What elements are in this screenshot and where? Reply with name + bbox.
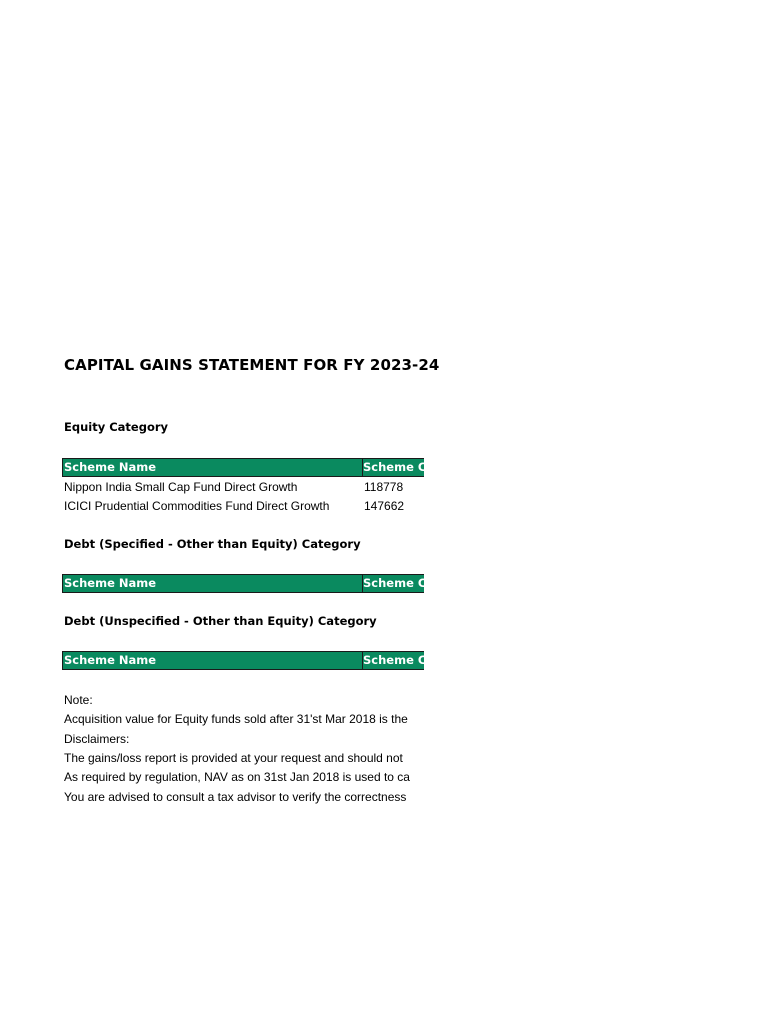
column-header-scheme-name: Scheme Name: [63, 652, 363, 669]
disclaimer-text: As required by regulation, NAV as on 31st Jan 2018 is used to ca: [64, 770, 410, 784]
table-header-equity: [62, 458, 435, 477]
column-header-scheme-name: Scheme Name: [63, 459, 363, 476]
note-label: Note:: [64, 693, 93, 707]
table-row: [62, 497, 424, 516]
scheme-code-cell: 147662: [364, 499, 405, 513]
section-heading-debt-unspecified: Debt (Unspecified - Other than Equity) Category: [64, 614, 377, 628]
disclaimer-text: The gains/loss report is provided at your request and should not: [64, 751, 403, 765]
section-heading-debt-specified: Debt (Specified - Other than Equity) Category: [64, 537, 361, 551]
table-header-debt-specified: [62, 574, 435, 593]
page-title: CAPITAL GAINS STATEMENT FOR FY 2023-24: [64, 356, 440, 374]
scheme-code-cell: 118778: [364, 480, 404, 494]
disclaimer-text: You are advised to consult a tax advisor to verify the correctness: [64, 790, 407, 804]
scheme-name-cell: Nippon India Small Cap Fund Direct Growth: [64, 480, 298, 494]
spreadsheet-page: [62, 0, 440, 1024]
column-header-scheme-code: Scheme Co: [363, 576, 435, 590]
section-heading-equity: Equity Category: [64, 420, 169, 434]
note-text: Acquisition value for Equity funds sold after 31'st Mar 2018 is the: [64, 712, 408, 726]
scheme-name-cell: ICICI Prudential Commodities Fund Direct Growth: [64, 499, 330, 513]
column-header-scheme-name: Scheme Name: [63, 575, 363, 592]
column-header-scheme-code: Scheme Co: [363, 460, 435, 474]
table-row: [62, 478, 424, 497]
disclaimers-label: Disclaimers:: [64, 732, 130, 746]
table-header-debt-unspecified: [62, 651, 435, 670]
column-header-scheme-code: Scheme Co: [363, 653, 435, 667]
